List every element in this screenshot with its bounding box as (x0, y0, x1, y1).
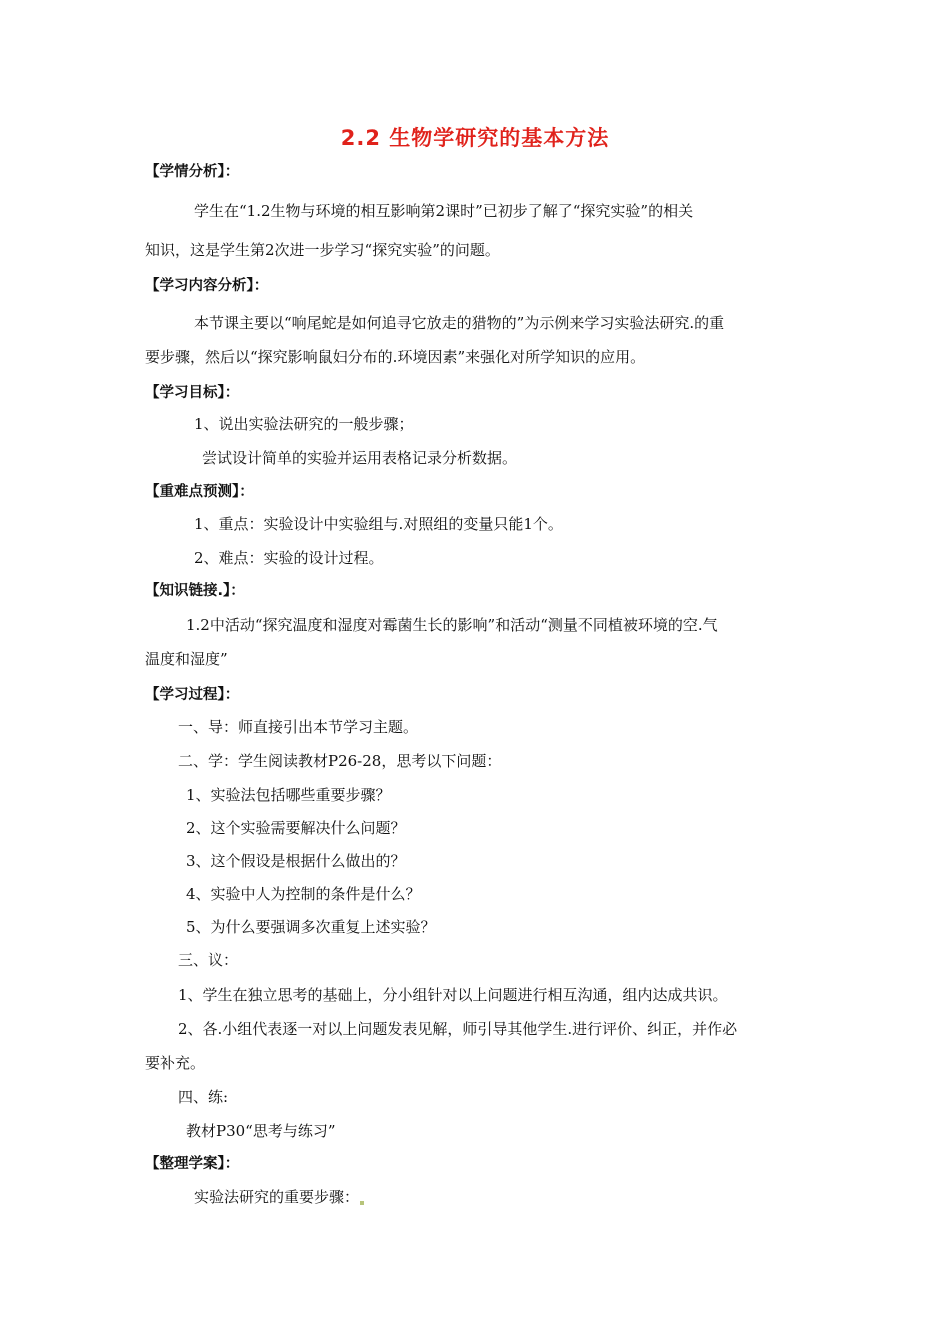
paragraph-line: 教材P30“思考与练习” (186, 1122, 336, 1140)
step-yi: 三、议： (178, 951, 239, 969)
heading-zhongnan: 【重难点预测】： (145, 484, 254, 500)
paragraph-text: 实验法研究的重要步骤： (194, 1188, 360, 1206)
question-item: 3、这个假设是根据什么做出的？ (186, 852, 406, 870)
page-title: 2.2 生物学研究的基本方法 (340, 126, 610, 150)
heading-neirong: 【学习内容分析】： (145, 278, 269, 294)
question-item: 5、为什么要强调多次重复上述实验？ (186, 918, 436, 936)
heading-mubiao: 【学习目标】： (145, 385, 240, 401)
heading-xueqing: 【学情分析】： (145, 164, 240, 180)
question-item: 4、实验中人为控制的条件是什么？ (186, 885, 421, 903)
question-item: 2、这个实验需要解决什么问题？ (186, 819, 406, 837)
step-xue: 二、学：学生阅读教材P26-28，思考以下问题： (178, 752, 502, 770)
paragraph-line: 1、学生在独立思考的基础上，分小组针对以上问题进行相互沟通，组内达成共识。 (178, 986, 728, 1004)
paragraph-line: 知识，这是学生第2次进一步学习“探究实验”的问题。 (145, 241, 500, 259)
heading-zhengli: 【整理学案】： (145, 1156, 240, 1172)
paragraph-line: 本节课主要以“响尾蛇是如何追寻它放走的猎物的”为示例来学习实验法研究.的重 (194, 314, 725, 332)
dot-mark (360, 1201, 364, 1205)
paragraph-line: 温度和湿度” (145, 650, 228, 668)
list-item: 1、说出实验法研究的一般步骤； (194, 415, 414, 433)
paragraph-line: 学生在“1.2生物与环境的相互影响第2课时”已初步了解了“探究实验”的相关 (194, 202, 694, 220)
paragraph-line: 1.2中活动“探究温度和湿度对霉菌生长的影响”和活动“测量不同植被环境的空.气 (186, 616, 718, 634)
paragraph-line: 要补充。 (145, 1054, 206, 1072)
paragraph-line: 2、各.小组代表逐一对以上问题发表见解，师引导其他学生.进行评价、纠正，并作必 (178, 1020, 738, 1038)
heading-guocheng: 【学习过程】： (145, 687, 240, 703)
heading-lianjie: 【知识链接.】： (145, 583, 245, 599)
step-lian: 四、练: (178, 1088, 229, 1106)
list-item: 尝试设计简单的实验并运用表格记录分析数据。 (202, 449, 518, 467)
list-item: 2、难点：实验的设计过程。 (194, 549, 384, 567)
paragraph-line: 要步骤，然后以“探究影响鼠妇分布的.环境因素”来强化对所学知识的应用。 (145, 348, 646, 366)
question-item: 1、实验法包括哪些重要步骤？ (186, 786, 391, 804)
paragraph-line (194, 1187, 365, 1207)
step-dao: 一、导：师直接引出本节学习主题。 (178, 718, 419, 736)
list-item: 1、重点：实验设计中实验组与.对照组的变量只能1个。 (194, 515, 563, 533)
